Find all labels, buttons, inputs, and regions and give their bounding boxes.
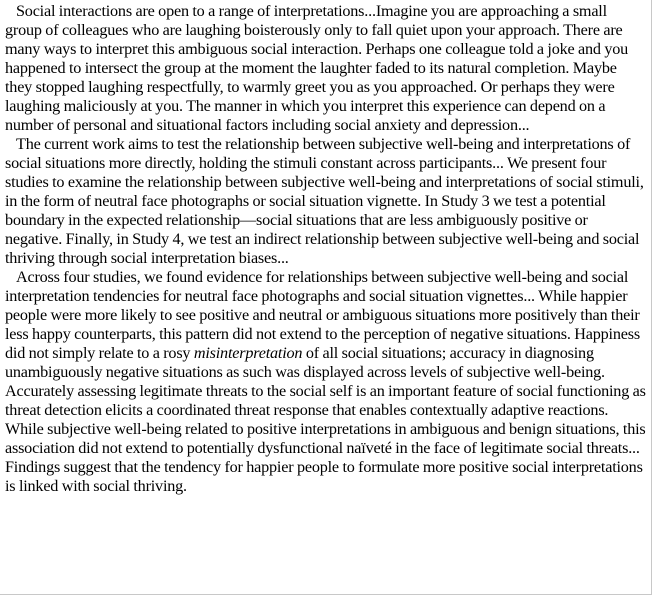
paragraph-current-work: The current work aims to test the relationship between subjective well-being and interpretations of social situations more directly, holding the stimuli constant across participants... We present four studies to examine the relationship between subjective well-being and interpretations of social stimuli, in the form of neutral face photographs or social situation vignette. In Study 3 we test a potential boundary in the expected relationship—social situations that are less ambiguously positive or negative. Finally, in Study 4, we test an indirect relationship between subjective well-being and social thriving through social interpretation biases... xyxy=(5,135,644,267)
paragraph-findings xyxy=(5,268,647,496)
findings-emphasis: misinterpretation xyxy=(193,344,303,362)
document-body xyxy=(5,2,647,496)
findings-text-after: of all social situations; accuracy in diagnosing unambiguously negative situations as such was displayed across levels of subjective well-being. Accurately assessing legitimate threats to the social self is an important feature of social functioning as threat detection elicits a coordinated threat response that enables contextually adaptive reactions. While subjective well-being related to positive interpretations in ambiguous and benign situations, this association did not extend to potentially dysfunctional naïveté in the face of legitimate social threats... Findings suggest that the tendency for happier people to formulate more positive social interpretations is linked with social thriving. xyxy=(5,344,646,495)
findings-text-before: Across four studies, we found evidence for relationships between subjective well-being and social interpretation tendencies for neutral face photographs and social situation vignettes... While happier people were more likely to see positive and neutral or ambiguous situations more positively than their less happy counterparts, this pattern did not extend to the perception of negative situations. Happiness did not simply relate to a rosy xyxy=(5,268,640,362)
paragraph-intro: Social interactions are open to a range of interpretations...Imagine you are approaching a small group of colleagues who are laughing boisterously only to fall quiet upon your approach. There are many ways to interpret this ambiguous social interaction. Perhaps one colleague told a joke and you happened to intersect the group at the moment the laughter faded to its natural completion. Maybe they stopped laughing respectfully, to warmly greet you as you approached. Or perhaps they were laughing maliciously at you. The manner in which you interpret this experience can depend on a number of personal and situational factors including social anxiety and depression... xyxy=(5,2,629,134)
